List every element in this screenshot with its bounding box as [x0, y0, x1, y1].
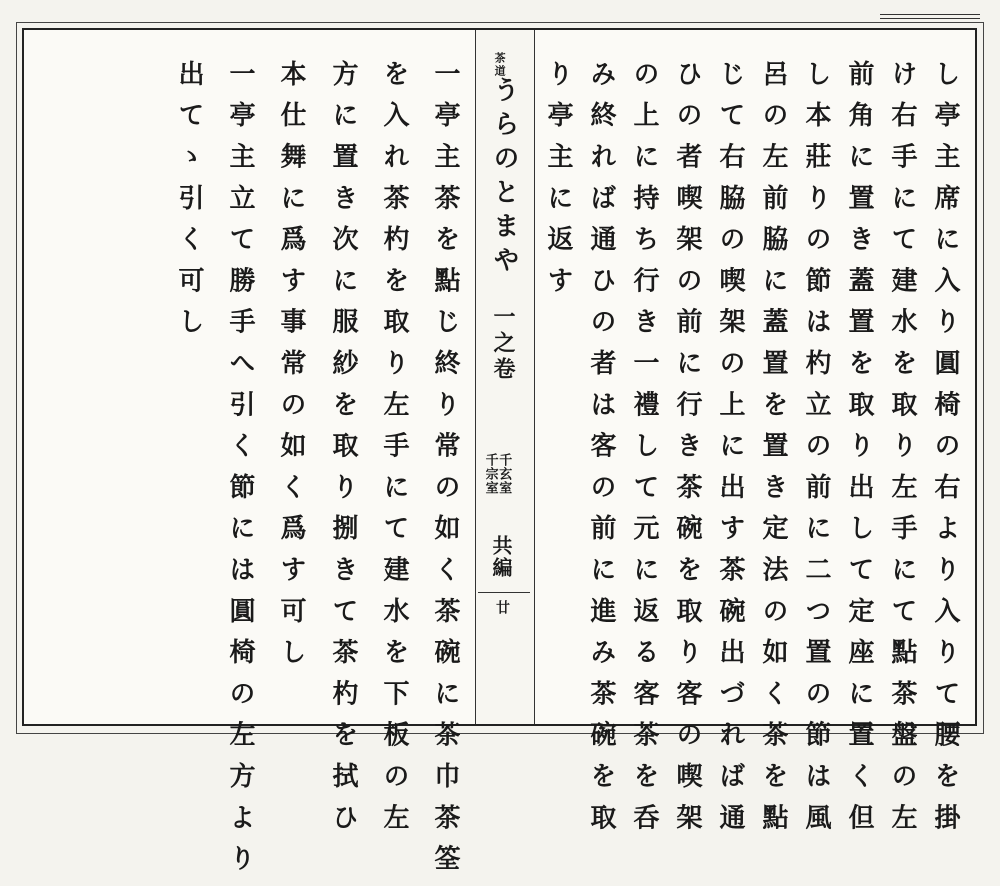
- authors: [483, 453, 510, 495]
- series-label: 茶道: [493, 52, 507, 78]
- right-page-column-10: り亭主に返す: [543, 60, 573, 308]
- right-page-column-7: ひの者喫架の前に行き茶碗を取り客の喫架: [672, 60, 702, 845]
- right-page-column-8: の上に持ち行き一禮して元に返る客茶を呑: [629, 60, 659, 845]
- right-page-column-6: じて右脇の喫架の上に出す茶碗出づれば通: [715, 60, 745, 845]
- left-page-column-3: 方に置き次に服紗を取り捌きて茶杓を拭ひ: [328, 60, 358, 845]
- page-number: 廿: [494, 600, 510, 614]
- left-page-column-5: 一亭主立て勝手へ引く節には圓椅の左方より: [225, 60, 255, 886]
- right-page-column-3: 前角に置き蓋置を取り出して定座に置く但: [844, 60, 874, 845]
- folio-rule: [478, 592, 530, 593]
- top-edge-mark: [880, 14, 980, 19]
- left-page-column-6: 出てゝ引く可し: [174, 60, 204, 350]
- author-1: 千玄室: [496, 453, 512, 495]
- volume-label: 一之卷: [490, 305, 516, 383]
- edited-label: 共編: [489, 535, 513, 579]
- right-page-column-9: み終れば通ひの者は客の前に進み茶碗を取: [586, 60, 616, 845]
- author-2: 千宗室: [482, 453, 498, 495]
- right-page-column-1: し亭主席に入り圓椅の右より入りて腰を掛: [930, 60, 960, 845]
- left-page-column-4: 本仕舞に爲す事常の如く爲す可し: [276, 60, 306, 680]
- right-page-column-5: 呂の左前脇に蓋置を置き定法の如く茶を點: [758, 60, 788, 845]
- left-page-column-1: 一亭主茶を點じ終り常の如く茶碗に茶巾茶筌: [430, 60, 460, 886]
- left-page-column-2: を入れ茶杓を取り左手にて建水を下板の左: [379, 60, 409, 845]
- right-page-column-2: け右手にて建水を取り左手にて點茶盤の左: [887, 60, 917, 845]
- right-page-column-4: し本莊りの節は杓立の前に二つ置の節は風: [801, 60, 831, 845]
- book-title: うらのとまや: [489, 76, 519, 280]
